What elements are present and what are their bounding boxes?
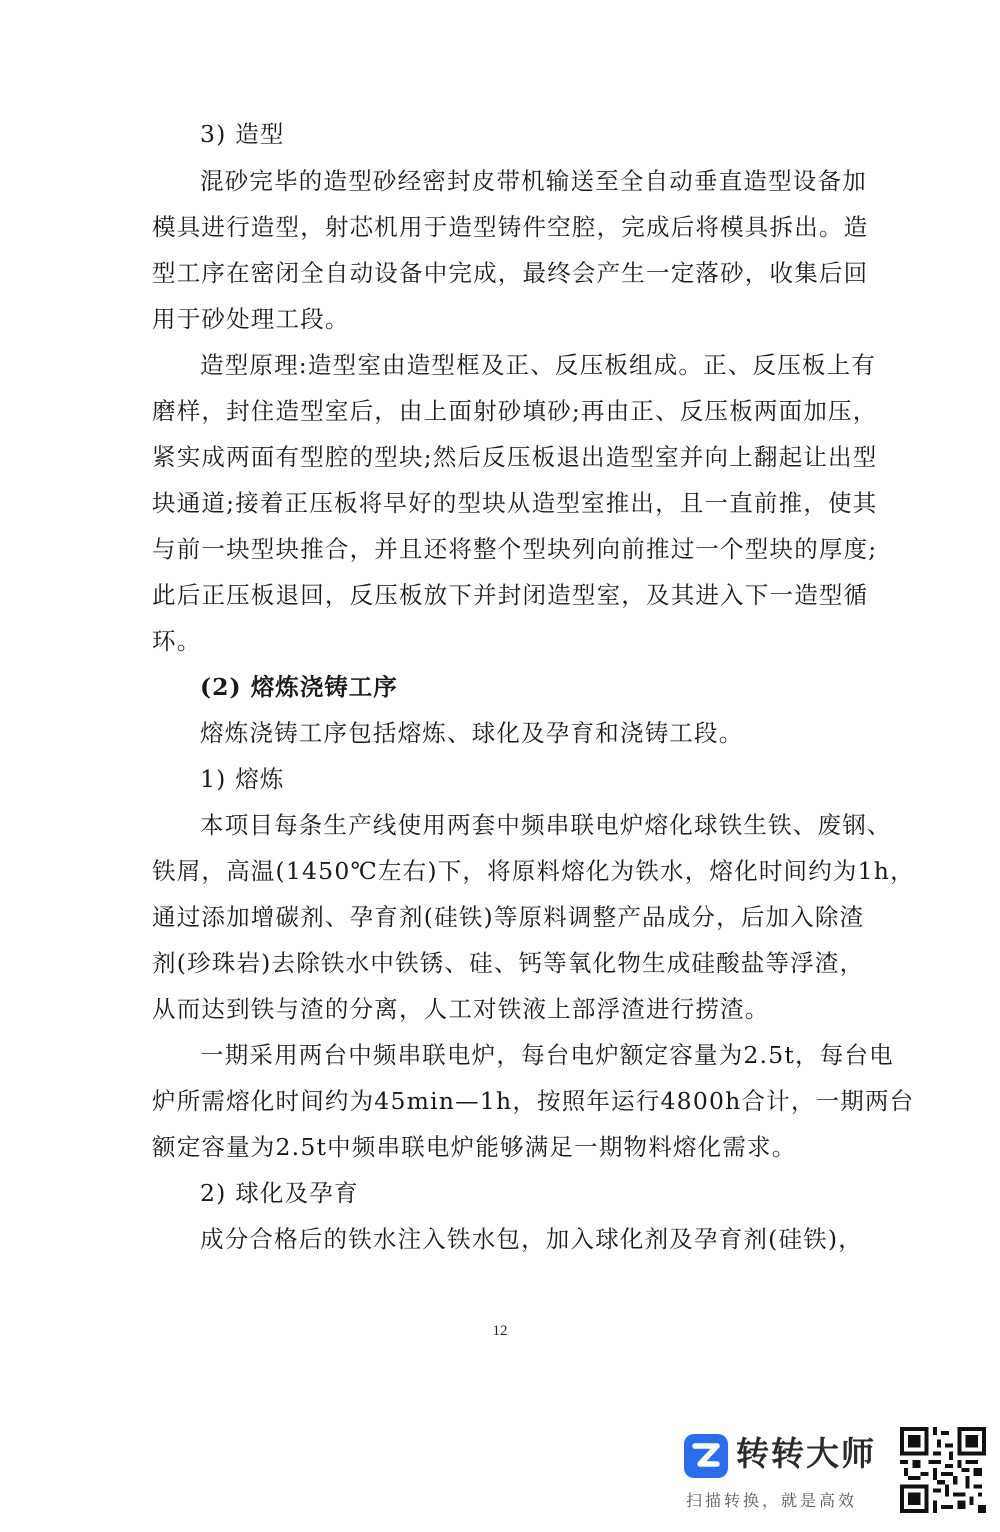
paragraph-line: 环。 bbox=[152, 627, 202, 655]
paragraph-line: 铁屑，高温(1450℃左右)下，将原料熔化为铁水，熔化时间约为1h， bbox=[152, 857, 915, 885]
subheading-molding: 3) 造型 bbox=[200, 120, 285, 148]
page-number: 12 bbox=[492, 1323, 508, 1339]
watermark-slogan: 扫描转换，就是高效 bbox=[686, 1491, 858, 1510]
paragraph-line: 块通道;接着正压板将早好的型块从造型室推出，且一直前推，使其 bbox=[152, 489, 878, 517]
paragraph-line: 炉所需熔化时间约为45min—1h，按照年运行4800h合计，一期两台 bbox=[152, 1087, 915, 1115]
paragraph-line: 额定容量为2.5t中频串联电炉能够满足一期物料熔化需求。 bbox=[152, 1133, 797, 1161]
paragraph-line: 造型原理:造型室由造型框及正、反压板组成。正、反压板上有 bbox=[200, 351, 877, 379]
watermark-brand: 转转大师 bbox=[736, 1434, 876, 1473]
paragraph-line: 剂(珍珠岩)去除铁水中铁锈、硅、钙等氧化物生成硅酸盐等浮渣， bbox=[152, 949, 865, 977]
paragraph-line: 型工序在密闭全自动设备中完成，最终会产生一定落砂，收集后回 bbox=[152, 259, 869, 287]
paragraph-line: 熔炼浇铸工序包括熔炼、球化及孕育和浇铸工段。 bbox=[200, 719, 744, 747]
paragraph-line: 从而达到铁与渣的分离，人工对铁液上部浮渣进行捞渣。 bbox=[152, 995, 770, 1023]
paragraph-line: 紧实成两面有型腔的型块;然后反压板退出造型室并向上翻起让出型 bbox=[152, 443, 878, 471]
paragraph-line: 模具进行造型，射芯机用于造型铸件空腔，完成后将模具拆出。造 bbox=[152, 213, 869, 241]
paragraph-line: 此后正压板退回，反压板放下并封闭造型室，及其进入下一造型循 bbox=[152, 581, 869, 609]
qr-code-icon bbox=[900, 1427, 986, 1513]
paragraph-line: 磨样，封住造型室后，由上面射砂填砂;再由正、反压板两面加压， bbox=[152, 397, 878, 425]
paragraph-line: 本项目每条生产线使用两套中频串联电炉熔化球铁生铁、废钢、 bbox=[200, 811, 892, 839]
paragraph-line: 用于砂处理工段。 bbox=[152, 305, 350, 333]
subheading-spheroidization: 2) 球化及孕育 bbox=[200, 1179, 359, 1207]
subheading-smelting: 1) 熔炼 bbox=[200, 765, 285, 793]
paragraph-line: 一期采用两台中频串联电炉，每台电炉额定容量为2.5t，每台电 bbox=[200, 1041, 894, 1069]
paragraph-line: 成分合格后的铁水注入铁水包，加入球化剂及孕育剂(硅铁)， bbox=[200, 1225, 863, 1253]
paragraph-line: 混砂完毕的造型砂经密封皮带机输送至全自动垂直造型设备加 bbox=[200, 167, 867, 195]
paragraph-line: 与前一块型块推合，并且还将整个型块列向前推过一个型块的厚度; bbox=[152, 535, 878, 563]
section-heading-smelting-casting: (2) 熔炼浇铸工序 bbox=[200, 673, 398, 701]
paragraph-line: 通过添加增碳剂、孕育剂(硅铁)等原料调整产品成分，后加入除渣 bbox=[152, 903, 865, 931]
watermark-logo-icon bbox=[684, 1434, 728, 1478]
